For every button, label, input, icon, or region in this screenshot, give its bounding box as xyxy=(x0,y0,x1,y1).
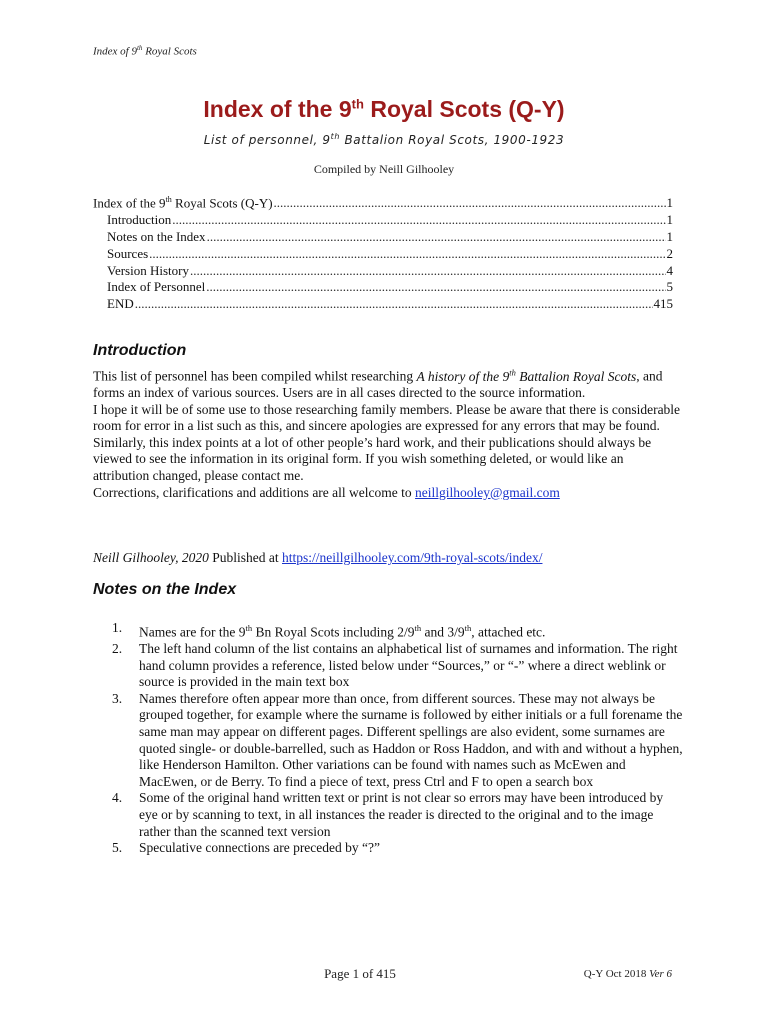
toc-label: Notes on the Index xyxy=(107,228,206,244)
intro-paragraph: Similarly, this index points at a lot of other people’s hard work, and their publications should always be viewed to see the information in its original form. If you wish something deleted, or would like an attribution changed, please contact me. xyxy=(93,434,652,484)
toc-entry[interactable] xyxy=(93,229,673,246)
toc-page-number: 1 xyxy=(666,228,673,244)
book-title: A history of the 9th Battalion Royal Scots xyxy=(416,367,637,384)
toc-label: Index of the 9th Royal Scots (Q-Y) xyxy=(93,195,273,211)
list-item: 5. Speculative connections are preceded by “?” xyxy=(112,840,381,856)
intro-paragraph: This list of personnel has been compiled whilst researching A history of the 9th Battalion Royal Scots, and forms an index of various sources. Users are in all cases directed to the source information. xyxy=(93,367,663,401)
list-item: 3. Names therefore often appear more than once, from different sources. These may not always be grouped together, for example where the surname is followed by either initials or a full forename the same man may appear on different pages. Different spellings are also evident, some surnames are quoted single- or double-barrelled, such as Haddon or Ross Haddon, and with and without a hyphen, like Henderson Hamilton. Other variations can be found with names such as McEwen and MacEwen, or de Berry. To find a piece of text, press Ctrl and F to open a search box xyxy=(112,690,683,789)
intro-paragraph: I hope it will be of some use to those researching family members. Please be aware that there is considerable room for error in a list such as this, and sincere apologies are expressed for any errors that may be found. xyxy=(93,401,681,434)
toc-page-number: 1 xyxy=(666,195,673,211)
toc-leader xyxy=(274,195,666,212)
document-subtitle: List of personnel, 9th Battalion Royal Scots, 1900-1923 xyxy=(203,132,565,147)
list-item: 1. Names are for the 9th Bn Royal Scots including 2/9th and 3/9th, attached etc. xyxy=(112,620,546,640)
toc-entry-main[interactable] xyxy=(93,192,673,212)
introduction-heading: Introduction xyxy=(93,342,187,359)
table-of-contents xyxy=(93,192,673,313)
toc-leader xyxy=(135,296,653,313)
version-label: Q-Y Oct 2018 Ver 6 xyxy=(583,968,672,980)
compiled-by: Compiled by Neill Gilhooley xyxy=(313,162,455,176)
toc-entry[interactable] xyxy=(93,246,673,263)
toc-page-number: 5 xyxy=(666,279,673,295)
toc-leader xyxy=(190,263,666,280)
toc-page-number: 2 xyxy=(666,245,673,261)
toc-leader xyxy=(149,246,665,263)
toc-label: Sources xyxy=(107,245,149,261)
author-date: Neill Gilhooley, 2020 xyxy=(93,550,209,565)
toc-entry[interactable] xyxy=(93,279,673,296)
list-item: 2. The left hand column of the list contains an alphabetical list of surnames and information. The right hand column provides a reference, listed below under “Sources,” or “-” where a direct weblink or source is provided in the main text box xyxy=(112,641,678,690)
toc-label: Version History xyxy=(107,262,189,278)
toc-leader xyxy=(207,229,666,246)
toc-label: Introduction xyxy=(107,212,172,228)
introduction-body xyxy=(93,364,683,501)
list-item: 4. Some of the original hand written text or print is not clear so errors may have been introduced by eye or by scanning to text, in all instances the reader is directed to the original and to the image rather than the scanned text version xyxy=(112,790,664,839)
notes-list xyxy=(112,620,684,857)
toc-page-number: 4 xyxy=(666,262,673,278)
published-line: Neill Gilhooley, 2020 Published at https://neillgilhooley.com/9th-royal-scots/index/ xyxy=(93,550,543,565)
document-title: Index of the 9th Royal Scots (Q-Y) xyxy=(203,96,565,122)
intro-paragraph: Corrections, clarifications and additions are all welcome to neillgilhooley@gmail.com xyxy=(93,484,560,500)
toc-label: END xyxy=(107,296,134,312)
notes-heading: Notes on the Index xyxy=(93,581,237,598)
toc-label: Index of Personnel xyxy=(107,279,206,295)
toc-entry[interactable] xyxy=(93,296,673,313)
page-number: Page 1 of 415 xyxy=(324,966,396,981)
toc-page-number: 1 xyxy=(666,212,673,228)
toc-leader xyxy=(206,279,665,296)
toc-entry[interactable] xyxy=(93,212,673,229)
website-link[interactable]: https://neillgilhooley.com/9th-royal-scots/index/ xyxy=(282,550,543,565)
toc-leader xyxy=(172,212,665,229)
running-header: Index of 9th Royal Scots xyxy=(93,44,197,58)
toc-page-number: 415 xyxy=(653,296,673,312)
email-link[interactable]: neillgilhooley@gmail.com xyxy=(415,484,560,500)
toc-entry[interactable] xyxy=(93,263,673,280)
